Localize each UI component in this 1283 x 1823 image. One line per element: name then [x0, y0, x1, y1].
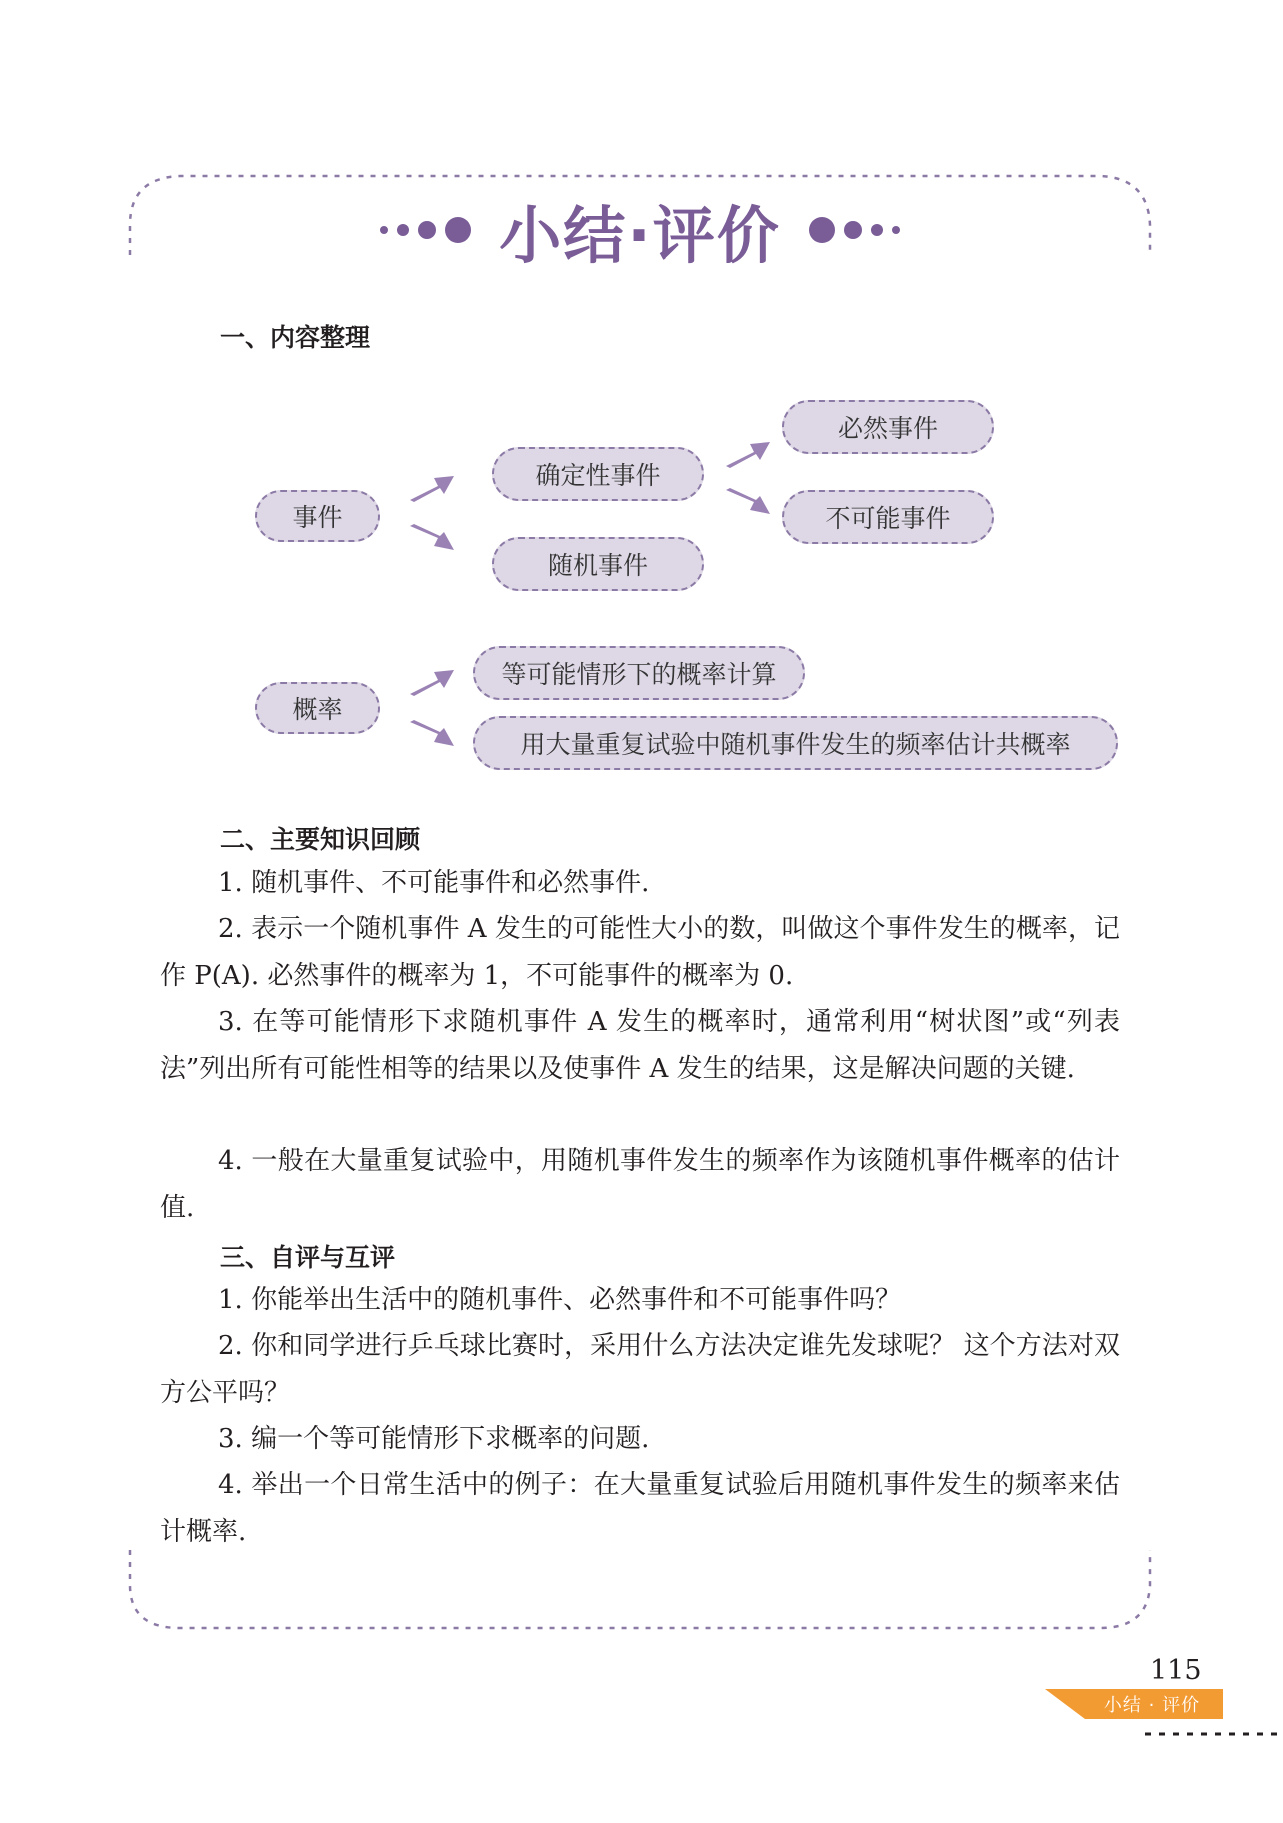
- self-eval-item-3: 3. 编一个等可能情形下求概率的问题.: [218, 1424, 650, 1454]
- review-item-3: 3. 在等可能情形下求随机事件 A 发生的概率时，通常利用“树状图”或“列表法”列出所有可能性相等的结果以及使事件 A 发生的结果，这是解决问题的关键.: [160, 1007, 1120, 1084]
- left-dots-decoration: [380, 217, 471, 243]
- node-certain-event: 确定性事件: [492, 447, 704, 501]
- review-item-1: 1. 随机事件、不可能事件和必然事件.: [218, 868, 650, 898]
- self-eval-item-4: 4. 举出一个日常生活中的例子：在大量重复试验后用随机事件发生的频率来估计概率.: [160, 1470, 1120, 1547]
- node-equal-likelihood-calc: 等可能情形下的概率计算: [473, 646, 805, 700]
- arrow-down-icon: [724, 486, 772, 520]
- page-title: 小结·评价: [499, 198, 781, 272]
- right-dots-decoration: [809, 217, 900, 243]
- arrow-down-icon: [408, 718, 456, 752]
- node-frequency-estimate: 用大量重复试验中随机事件发生的频率估计共概率: [473, 716, 1118, 770]
- section-tab-label: 小结 · 评价: [1103, 1695, 1201, 1716]
- node-event: 事件: [255, 490, 380, 542]
- arrow-up-icon: [408, 470, 456, 504]
- section-heading-review: 二、主要知识回顾: [220, 825, 421, 854]
- self-eval-item-1: 1. 你能举出生活中的随机事件、必然事件和不可能事件吗？: [218, 1285, 902, 1315]
- arrow-down-icon: [408, 522, 456, 556]
- arrow-up-icon: [724, 436, 772, 470]
- page-number: 115: [1150, 1655, 1202, 1686]
- node-impossible-event: 不可能事件: [782, 490, 994, 544]
- section-heading-self-eval: 三、自评与互评: [220, 1243, 396, 1272]
- review-item-4: 4. 一般在大量重复试验中，用随机事件发生的频率作为该随机事件概率的估计值.: [160, 1146, 1120, 1223]
- node-inevitable-event: 必然事件: [782, 400, 994, 454]
- review-item-2: 2. 表示一个随机事件 A 发生的可能性大小的数，叫做这个事件发生的概率，记作 P(A). 必然事件的概率为 1，不可能事件的概率为 0.: [160, 914, 1120, 991]
- node-probability: 概率: [255, 682, 380, 734]
- title-banner: [340, 185, 940, 275]
- self-eval-item-2: 2. 你和同学进行乒乓球比赛时，采用什么方法决定谁先发球呢？ 这个方法对双方公平吗？: [160, 1331, 1120, 1408]
- arrow-up-icon: [408, 664, 456, 698]
- node-random-event: 随机事件: [492, 537, 704, 591]
- section-heading-content: 一、内容整理: [220, 323, 371, 352]
